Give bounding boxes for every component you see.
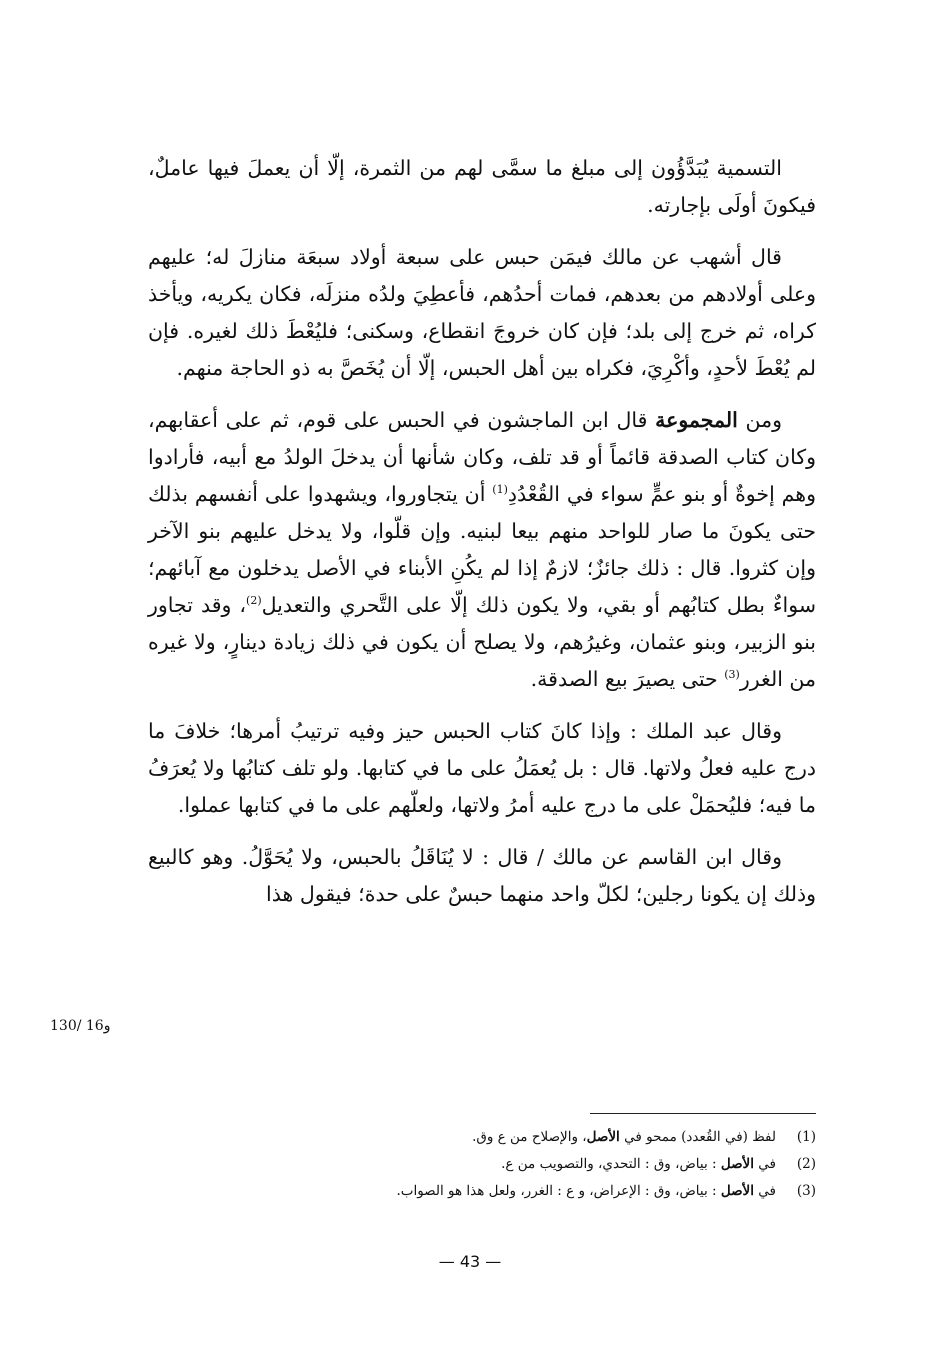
footnote-ref-3: (3) [724, 668, 740, 682]
paragraph-2-text: قال أشهب عن مالك فيمَن حبس على سبعة أولاد سبعَة منازلَ له؛ عليهم وعلى أولادهم من بعدهم، فمات أحدُهم، فأعطِيَ ولدُه منزلَه، فكان يكريه، ويأخذ كراه، ثم خرج إلى بلد؛ فإن كان خروجَ انقطاع، وسكنى؛ فليُعْطَ ذلك لغيره. فإن لم يُعْطَ لأحدٍ، وأكْرِيَ، فكراه بين أهل الحبس، إلّا أن يُخَصَّ به ذو الحاجة منهم. [148, 245, 816, 380]
paragraph-3-prefix: ومن [745, 408, 782, 432]
footnote-text: في [754, 1183, 776, 1199]
source-title-majmuah: المجموعة [655, 408, 738, 432]
footnotes [180, 1124, 816, 1205]
footnote-ref-1: (1) [492, 483, 508, 497]
paragraph-3-c: ، وقد تجاور بنو الزبير، وبنو عثمان، وغيرُهم، ولا يصلح أن يكون في ذلك زيادة دينارٍ، ولا غيره من الغرر [148, 593, 816, 691]
paragraph-3-b: أن يتجاوروا، ويشهدوا على أنفسهم بذلك حتى يكونَ ما صار للواحد منهم بيعا لبنيه. وإن قلّوا، ولا يدخل عليهم بنو الآخر وإن كثروا. قال : ذلك جائزٌ؛ لازمٌ إذا لم يكُنِ الأبناء في الأصل يدخلون مع آبائهم؛ سواءٌ بطل كتابُهم أو بقي، ولا يكون ذلك إلّا على التَّحري والتعديل [148, 482, 816, 617]
paragraph-3-a: وكان كتاب الصدقة قائماً أو قد تلف، وكان شأنها أن يدخلَ الولدُ مع أبيه، فأرادوا وهم إخوةٌ أو بنو عمٍّ سواء في القُعْدُدِ [148, 445, 816, 506]
paragraph-5 [148, 839, 816, 913]
footnote-text: ، والإصلاح من ع وق. [472, 1129, 587, 1145]
paragraph-5-text: وقال ابن القاسم عن مالك / قال : لا يُنَاقَلُ بالحبس، ولا يُحَوَّلُ. وهو كالبيع وذلك إن يكونا رجلين؛ لكلّ واحد منهما حبسٌ على حدة؛ فيقول هذا [148, 845, 816, 906]
footnote-text: : بياض، وق : التحدي، والتصويب من ع. [501, 1156, 721, 1172]
footnote-divider [590, 1113, 816, 1114]
paragraph-4 [148, 713, 816, 824]
paragraph-3-d: حتى يصيرَ بيع الصدقة. [530, 667, 718, 691]
paragraph-4-text: وقال عبد الملك : وإذا كانَ كتاب الحبس حيز وفيه ترتيبُ أمرها؛ خلافَ ما درج عليه فعلُ ولاتها. قال : بل يُعمَلُ على ما في كتابها. ولو تلف كتابُها ولا يُعرَفُ ما فيه؛ فليُحمَلْ على ما درج عليه أمرُ ولاتها، ولعلّهم على ما في كتابها عملوا. [148, 719, 816, 817]
footnote-number: (1) [796, 1129, 816, 1145]
paragraph-1-text: التسمية يُبَدَّؤُون إلى مبلغ ما سمَّى لهم من الثمرة، إلّا أن يعملَ فيها عاملٌ، فيكونَ أولَى بإجارته. [148, 156, 816, 217]
footnote-number: (3) [796, 1183, 816, 1199]
footnote-1 [180, 1124, 816, 1151]
main-text [148, 150, 816, 928]
footnote-2 [180, 1151, 816, 1178]
footnote-bold: الأصل [586, 1129, 620, 1145]
footnote-bold: الأصل [720, 1183, 754, 1199]
footnote-ref-2: (2) [246, 594, 262, 608]
footnote-text: : بياض، وق : الإعراض، و ع : الغرر، ولعل هذا هو الصواب. [396, 1183, 721, 1199]
paragraph-3 [148, 402, 816, 698]
footnote-text: في [754, 1156, 776, 1172]
margin-folio-mark: 130/ 16و [50, 1018, 111, 1034]
footnote-text: لفظ (في القُعدد) ممحو في [619, 1129, 776, 1145]
footnote-bold: الأصل [720, 1156, 754, 1172]
paragraph-3-mid: قال ابن الماجشون في الحبس على قوم، ثم على أعقابهم، [148, 408, 648, 432]
footnote-number: (2) [796, 1156, 816, 1172]
paragraph-1 [148, 150, 816, 224]
paragraph-2 [148, 239, 816, 387]
footnote-3 [180, 1178, 816, 1205]
page-number: — 43 — [438, 1252, 502, 1271]
